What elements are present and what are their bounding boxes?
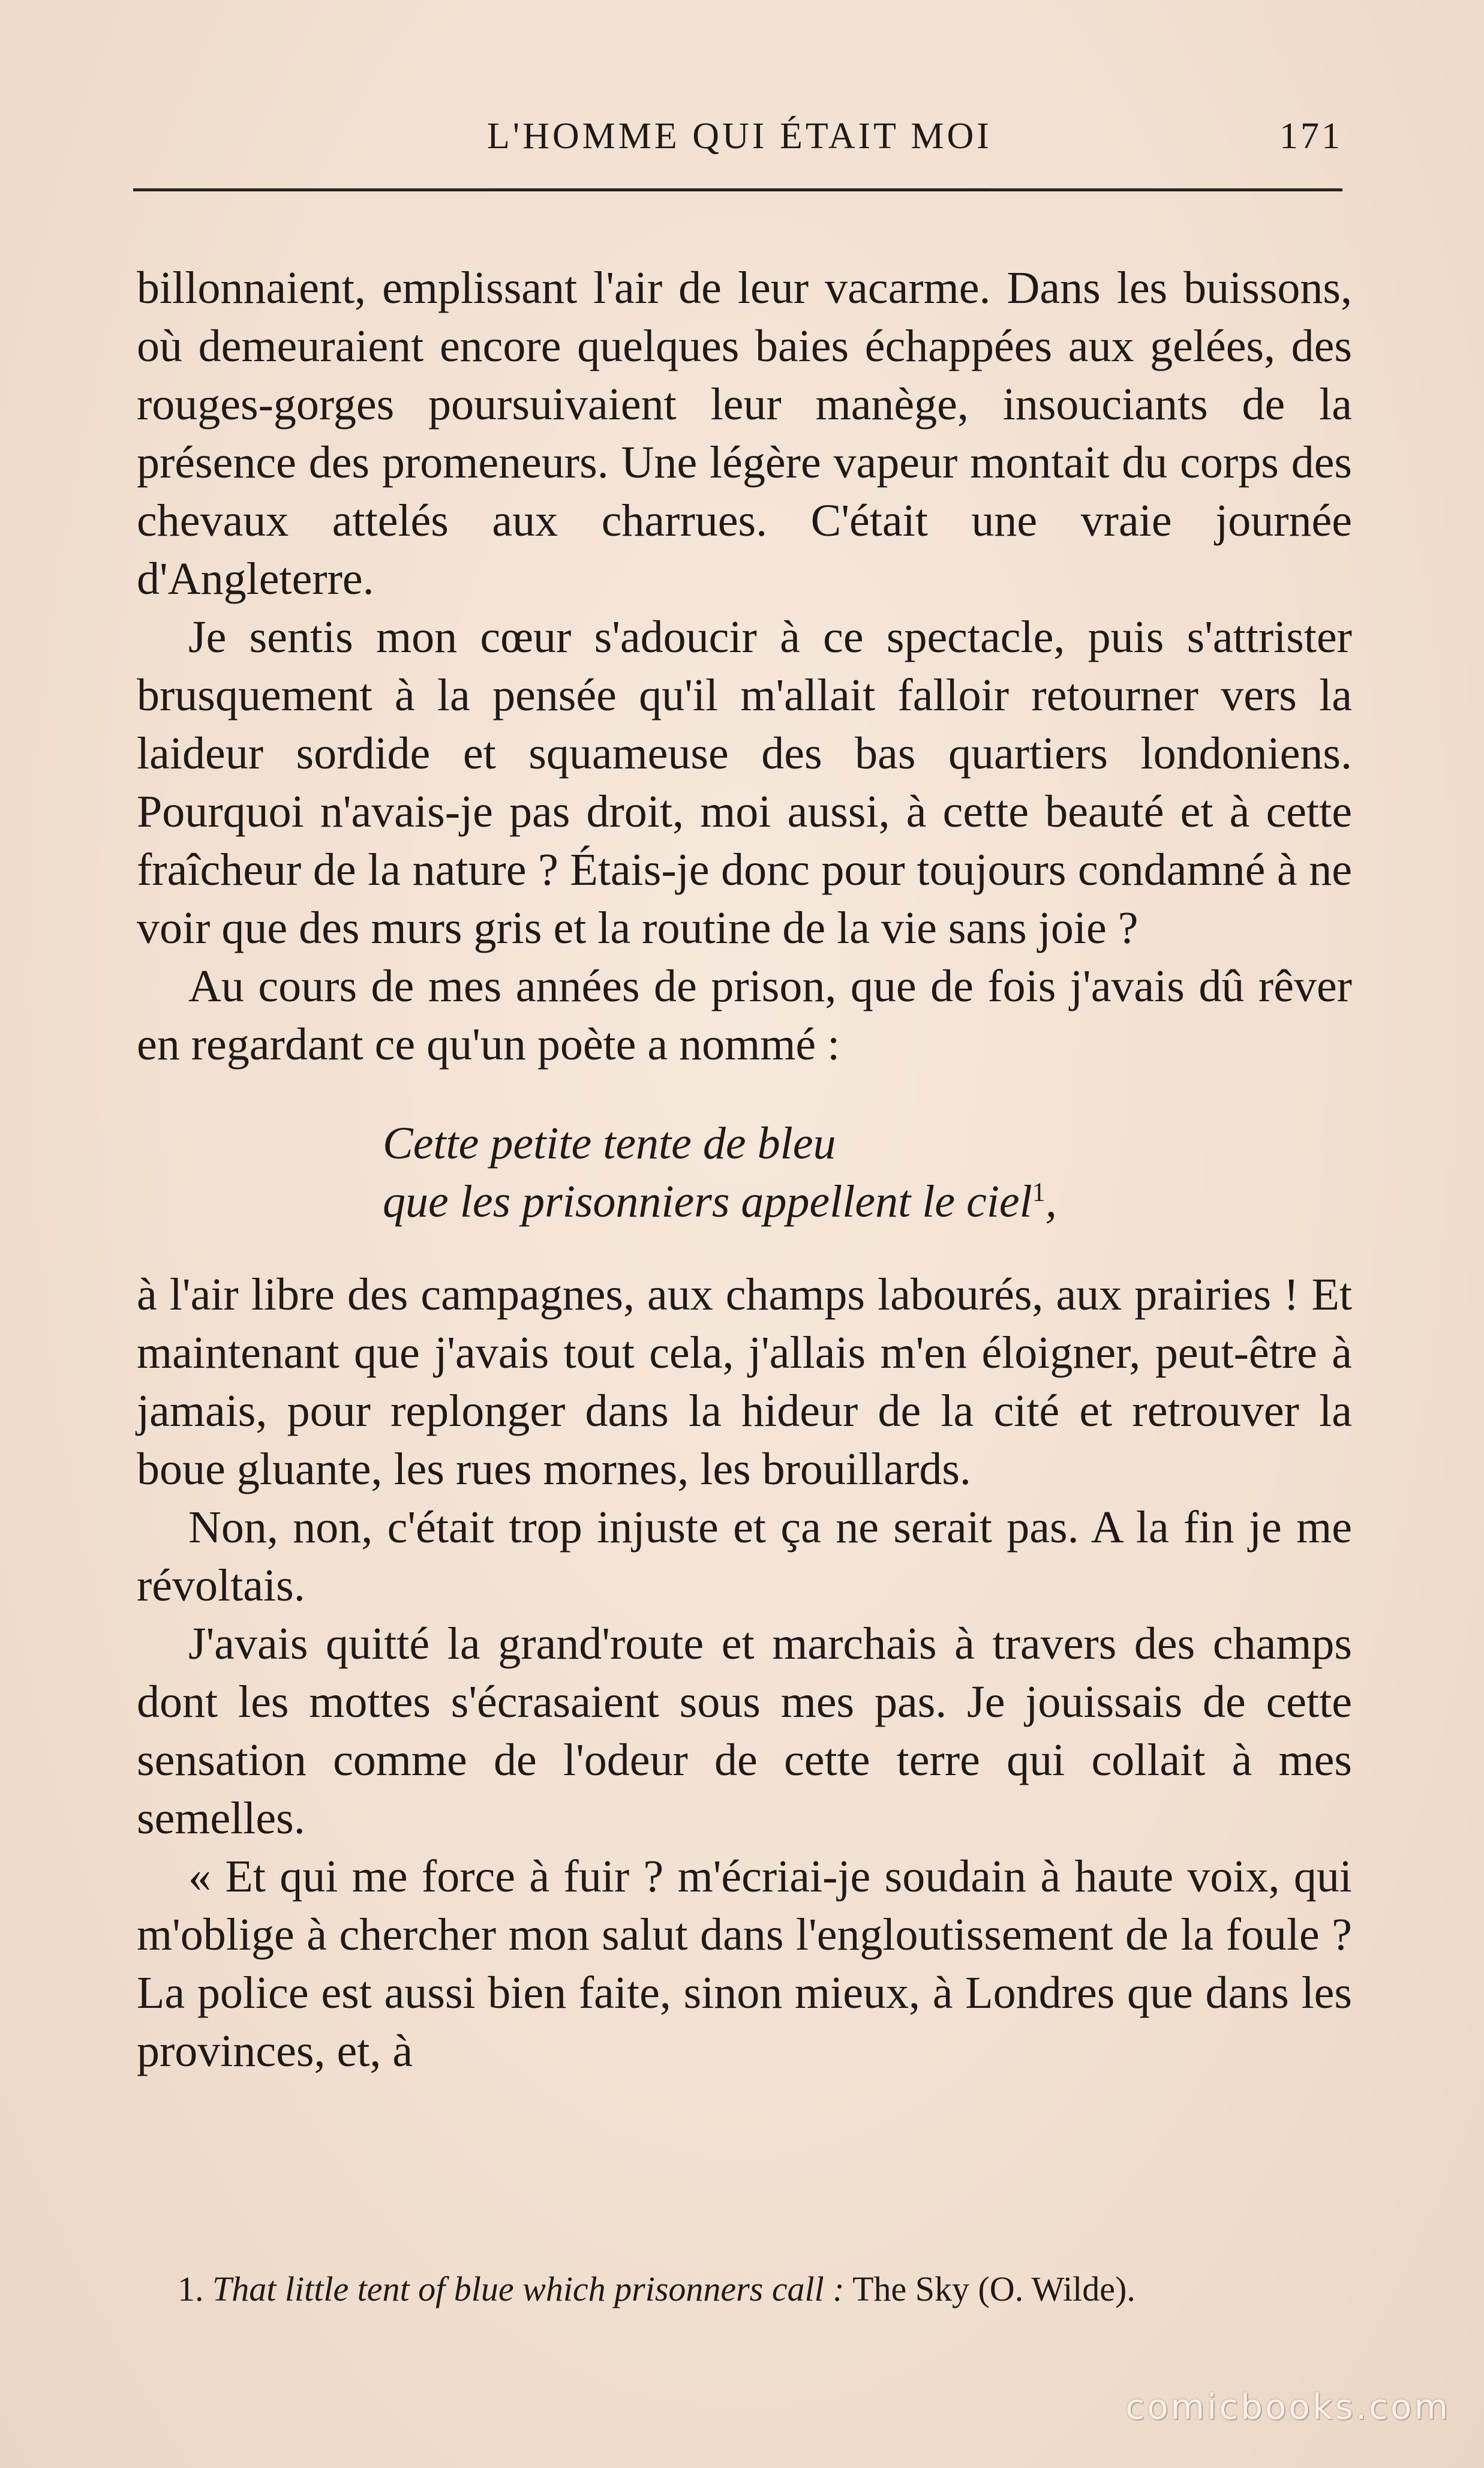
paragraph-2: Je sentis mon cœur s'adoucir à ce spectacle, puis s'attrister brusquement à la pensée qu'il m'allait falloir retourner vers la laideur sordide et squameuse des bas quartiers londoniens. Pourquoi n'avais-je pas droit, moi aussi, à cette beauté et à cette fraîcheur de la nature ? Étais-je donc pour toujours condamné à ne voir que des murs gris et la routine de la vie sans joie ? bbox=[137, 612, 1352, 953]
paragraph-1: billonnaient, emplissant l'air de leur vacarme. Dans les buissons, où demeuraient encore quelques baies échappées aux gelées, des rouges-gorges poursuivaient leur manège, insouciants de la présence des promeneurs. Une légère vapeur montait du corps des chevaux attelés aux charrues. C'était une vraie journée d'Angleterre. bbox=[137, 263, 1352, 604]
verse-quote bbox=[383, 1115, 1352, 1231]
footnote-source: The Sky (O. Wilde). bbox=[852, 2269, 1135, 2308]
footnote bbox=[178, 2265, 1353, 2313]
body-text bbox=[137, 259, 1352, 2080]
verse-line-1: Cette petite tente de bleu bbox=[383, 1118, 836, 1169]
watermark: comicbooks.com bbox=[1125, 2386, 1450, 2427]
paragraph-4: à l'air libre des campagnes, aux champs labourés, aux prairies ! Et maintenant que j'avais tout cela, j'allais m'en éloigner, peut-être à jamais, pour replonger dans la hideur de la cité et retrouver la boue gluante, les rues mornes, les brouillards. bbox=[137, 1269, 1352, 1494]
verse-line-2 bbox=[383, 1173, 1352, 1231]
paragraph-3: Au cours de mes années de prison, que de fois j'avais dû rêver en regardant ce qu'un poète a nommé : bbox=[137, 961, 1352, 1070]
page-header bbox=[137, 109, 1342, 163]
verse-line-2-text: que les prisonniers appellent le ciel bbox=[383, 1176, 1032, 1227]
page-number: 171 bbox=[1279, 116, 1342, 157]
footnote-reference: 1 bbox=[1032, 1177, 1046, 1207]
paragraph-7: « Et qui me force à fuir ? m'écriai-je soudain à haute voix, qui m'oblige à chercher mon salut dans l'engloutissement de la foule ? La police est aussi bien faite, sinon mieux, à Londres que dans les provinces, et, à bbox=[137, 1851, 1352, 2076]
footnote-quote: That little tent of blue which prisonners call : bbox=[212, 2269, 845, 2308]
verse-line-2-punctuation: , bbox=[1045, 1176, 1057, 1227]
footnote-number: 1. bbox=[178, 2269, 204, 2308]
running-head: L'HOMME QUI ÉTAIT MOI bbox=[487, 116, 992, 157]
paragraph-6: J'avais quitté la grand'route et marchais à travers des champs dont les mottes s'écrasaient sous mes pas. Je jouissais de cette sensation comme de l'odeur de cette terre qui collait à mes semelles. bbox=[137, 1619, 1352, 1844]
header-rule bbox=[133, 188, 1342, 191]
paragraph-5: Non, non, c'était trop injuste et ça ne serait pas. A la fin je me révoltais. bbox=[137, 1502, 1352, 1611]
